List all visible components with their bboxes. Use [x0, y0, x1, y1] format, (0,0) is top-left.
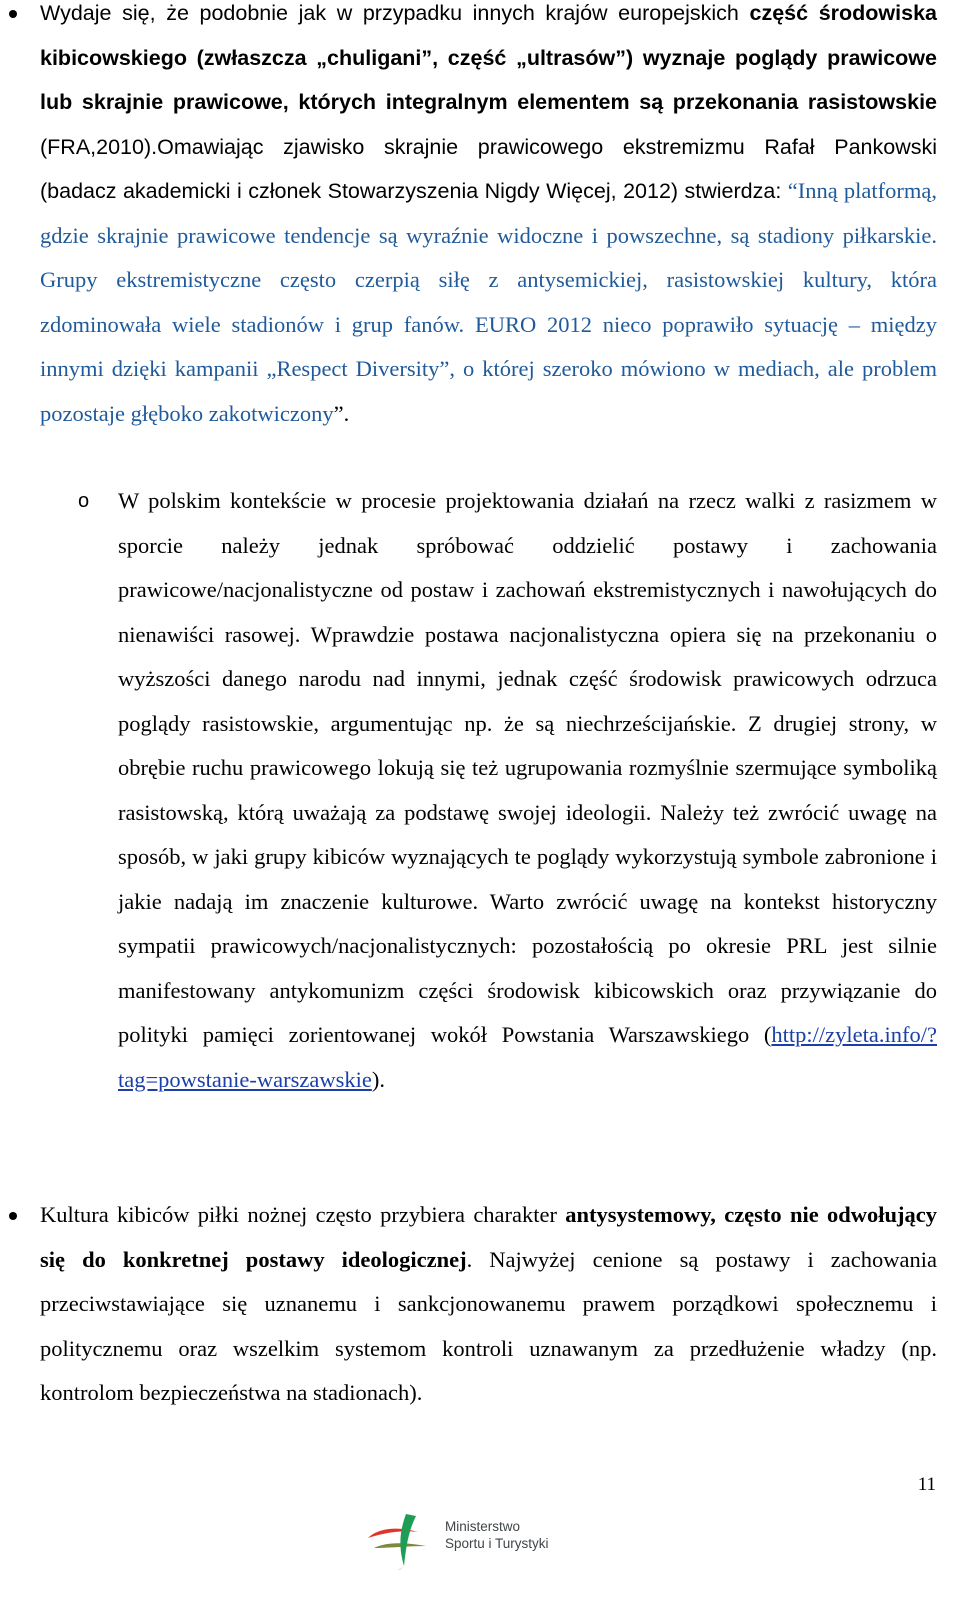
bullet-1-citation: (FRA,2010). [40, 134, 158, 159]
bullet-1-bold-claim: część środowiska kibicowskiego (zwłaszcza „chuligani”, część „ultrasów”) wyznaje poglądy prawicowe lub skrajnie prawicowe, których integralnym elementem są przekonania rasistowskie [40, 1, 937, 114]
sub-item-end: ). [371, 1066, 385, 1092]
pankowski-quote: “Inną platformą, gdzie skrajnie prawicowe tendencje są wyraźnie widoczne i powszechne, są stadiony piłkarskie. Grupy ekstremistyczne często czerpią siłę z antysemickiej, rasistowskiej kultury, która zdominowała wiele stadionów i grup fanów. EURO 2012 nieco poprawiło sytuację – między innymi dzięki kampanii „Respect Diversity”, o której szeroko mówiono w mediach, ale problem pozostaje głęboko zakotwiczony [40, 178, 937, 426]
sub-item-text: W polskim kontekście w procesie projektowania działań na rzecz walki z rasizmem w sporcie należy jednak spróbować oddzielić postawy i zachowania prawicowe/nacjonalistyczne od postaw i zachowań ekstremistycznych i nawołujących do nienawiści rasowej. Wprawdzie postawa nacjonalistyczna opiera się na przekonaniu o wyższości danego narodu nad innymi, jednak część środowisk prawicowych odrzuca poglądy rasistowskie, argumentując np. że są niechrześcijańskie. Z drugiej strony, w obrębie ruchu prawicowego lokują się też ugrupowania rozmyślnie szermujące symboliką rasistowską, którą uważają za podstawę swojej ideologii. Należy też zwrócić uwagę na sposób, w jaki grupy kibiców wyznających te poglądy wykorzystują symbole zabronione i jakie nadają im znaczenie kulturowe. Warto zwrócić uwagę na kontekst historyczny sympatii prawicowych/nacjonalistycznych: pozostałością po okresie PRL jest silnie manifestowany antykomunizm części środowisk kibicowskich oraz przywiązanie do polityki pamięci zorientowanej wokół Powstania Warszawskiego ( [118, 488, 937, 1047]
sub-bullet-marker: o [78, 490, 90, 512]
pankowski-quote-end: ”. [333, 400, 350, 426]
bullet-1-pankowski-intro: Omawiając zjawisko skrajnie prawicowego ekstremizmu Rafał Pankowski (badacz akademicki i członek Stowarzyszenia Nigdy Więcej, 2012) stwierdza: [40, 134, 937, 203]
page-number: 11 [917, 1474, 936, 1495]
bullet-item-2 [40, 1193, 937, 1416]
bullet-2-paragraph [40, 1193, 937, 1416]
bullet-2-rest: . Najwyżej cenione są postawy i zachowania przeciwstawiające się uznanemu i sankcjonowanemu prawem porządkowi społecznemu i politycznemu oraz wszelkim systemom kontroli uznawanym za przedłużenie władzy (np. kontrolom bezpieczeństwa na stadionach). [40, 1246, 937, 1405]
bullet-dot-icon [9, 10, 17, 18]
bullet-2-intro: Kultura kibiców piłki nożnej często przybiera charakter [40, 1202, 566, 1227]
ministry-logo-icon [360, 1506, 440, 1572]
bullet-item-1 [40, 0, 937, 436]
zyleta-link[interactable]: http://zyleta.info/?tag=powstanie-warszawskie [118, 1022, 937, 1092]
ministry-logo-line-2: Sportu i Turystyki [445, 1536, 549, 1551]
sub-item-paragraph [118, 479, 937, 1102]
ministry-logo-line-1: Ministerstwo [445, 1519, 521, 1534]
bullet-dot-icon [9, 1212, 17, 1220]
bullet-1-intro: Wydaje się, że podobnie jak w przypadku innych krajów europejskich [40, 1, 750, 25]
bullet-1-paragraph [40, 0, 937, 436]
ministry-logo-text [445, 1518, 549, 1552]
bullet-2-bold-claim: antysystemowy, często nie odwołujący się do konkretnej postawy ideologicznej [40, 1202, 937, 1272]
ministry-logo [360, 1506, 560, 1572]
sub-item-1 [78, 479, 937, 1102]
